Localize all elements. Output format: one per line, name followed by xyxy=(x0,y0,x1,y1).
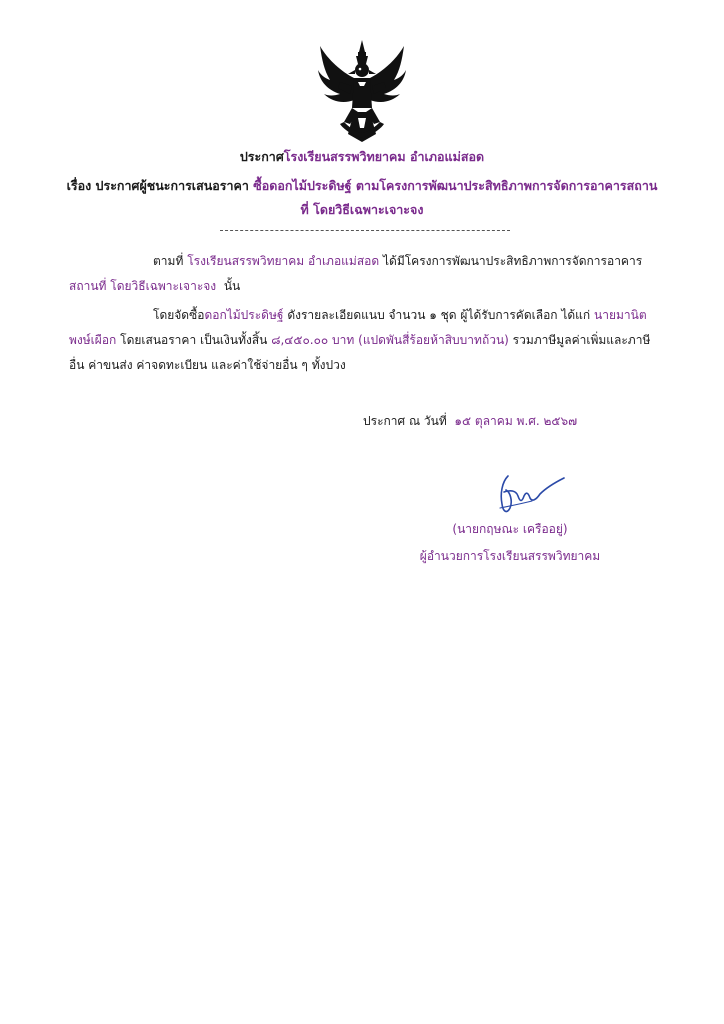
title-prefix: ประกาศ xyxy=(239,149,284,164)
separator-line xyxy=(220,230,510,231)
p2-text-d: โดยเสนอราคา เป็นเงินทั้งสิ้น xyxy=(120,333,268,347)
paragraph-1-line-1 xyxy=(153,252,642,271)
paragraph-2-line-1 xyxy=(153,306,647,325)
p1-text-c: สถานที่ โดยวิธีเฉพาะเจาะจง xyxy=(69,279,217,293)
paragraph-2-line-2 xyxy=(69,331,650,350)
garuda-emblem-icon xyxy=(314,38,410,146)
announcement-title xyxy=(0,147,724,167)
p1-text-b: ได้มีโครงการพัฒนาประสิทธิภาพการจัดการอาคาร xyxy=(382,254,643,268)
subject-line xyxy=(0,176,724,196)
signature-mark xyxy=(480,468,570,518)
signatory-position: ผู้อำนวยการโรงเรียนสรรพวิทยาคม xyxy=(419,549,601,563)
p2-text-e: รวมภาษีมูลค่าเพิ่มและภาษี xyxy=(512,333,651,347)
subject-prefix: เรื่อง ประกาศผู้ชนะการเสนอราคา xyxy=(66,178,249,193)
subject-continuation: ที่ โดยวิธีเฉพาะเจาะจง xyxy=(300,202,424,217)
announcement-date-line xyxy=(363,412,577,431)
date-label: ประกาศ ณ วันที่ xyxy=(363,414,447,428)
p1-text-d: นั้น xyxy=(223,279,241,293)
p1-text-a: ตามที่ xyxy=(153,254,184,268)
p2-vendor-first: นายมานิต xyxy=(594,308,647,322)
subject-text: ซื้อดอกไม้ประดิษฐ์ ตามโครงการพัฒนาประสิทธิภาพการจัดการอาคารสถาน xyxy=(253,178,658,193)
paragraph-1-line-2 xyxy=(69,277,240,296)
signatory-name: (นายกฤษณะ เครืออยู่) xyxy=(452,522,568,536)
announcement-date: ๑๕ ตุลาคม พ.ศ. ๒๕๖๗ xyxy=(454,414,578,428)
p2-text-a: โดยจัดซื้อ xyxy=(153,308,205,322)
p2-text-b: ดังรายละเอียดแนบ จำนวน ๑ ชุด xyxy=(287,308,457,322)
p2-amount: ๘,๔๕๐.๐๐ บาท (แปดพันสี่ร้อยห้าสิบบาทถ้วน) xyxy=(271,333,509,347)
p2-item: ดอกไม้ประดิษฐ์ xyxy=(204,308,284,322)
p2-text-c: ผู้ได้รับการคัดเลือก ได้แก่ xyxy=(460,308,591,322)
paragraph-2-line-3: อื่น ค่าขนส่ง ค่าจดทะเบียน และค่าใช้จ่ายอื่น ๆ ทั้งปวง xyxy=(69,358,346,372)
school-name: โรงเรียนสรรพวิทยาคม อำเภอแม่สอด xyxy=(283,149,485,164)
p1-school: โรงเรียนสรรพวิทยาคม อำเภอแม่สอด xyxy=(187,254,380,268)
p2-vendor-last: พงษ์เผือก xyxy=(69,333,117,347)
